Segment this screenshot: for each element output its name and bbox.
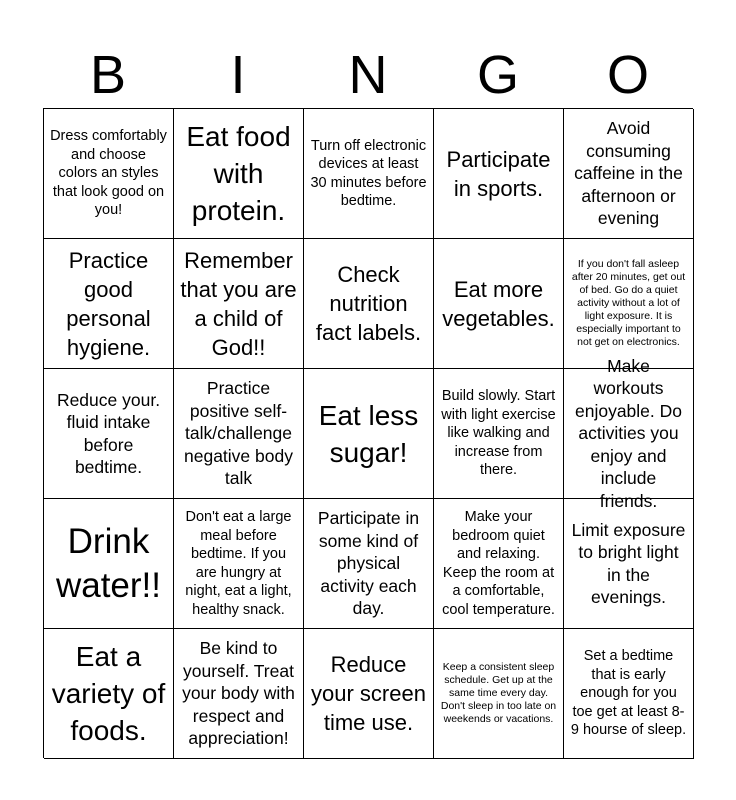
cell-text: Make your bedroom quiet and relaxing. Keep the room at a comfortable, cool temperature.	[442, 509, 555, 618]
bingo-cell[interactable]	[434, 369, 564, 499]
cell-text: Drink water!!	[55, 521, 162, 605]
bingo-cell[interactable]	[174, 109, 304, 239]
bingo-cell[interactable]	[564, 109, 694, 239]
cell-text: Reduce your. fluid intake before bedtime.	[56, 389, 161, 477]
bingo-cell[interactable]	[434, 239, 564, 369]
bingo-cell[interactable]	[564, 499, 694, 629]
bingo-cell[interactable]	[44, 499, 174, 629]
bingo-cell[interactable]	[174, 629, 304, 759]
cell-text: Avoid consuming caffeine in the afternoon or evening	[574, 118, 683, 229]
cell-text: Eat a variety of foods.	[51, 641, 166, 746]
header-letter-g: G	[476, 45, 519, 105]
bingo-cell[interactable]	[434, 629, 564, 759]
cell-text: Turn off electronic devices at least 30 minutes before bedtime.	[310, 137, 427, 209]
cell-text: Eat less sugar!	[318, 399, 419, 468]
bingo-cell[interactable]	[174, 499, 304, 629]
header-letter-n: N	[348, 45, 388, 105]
bingo-cell[interactable]	[304, 239, 434, 369]
cell-text: Keep a consistent sleep schedule. Get up at the same time every day. Don't sleep in too late on weekends or vacations.	[440, 661, 557, 725]
cell-text: Reduce your screen time use.	[311, 652, 426, 735]
cell-text: Don't eat a large meal before bedtime. If you are hungry at night, eat a light, healthy snack.	[185, 509, 292, 618]
bingo-cell[interactable]	[174, 239, 304, 369]
bingo-cell[interactable]	[174, 369, 304, 499]
cell-text: Remember that you are a child of God!!	[180, 247, 297, 360]
bingo-cell[interactable]	[304, 369, 434, 499]
cell-text: Be kind to yourself. Treat your body with respect and appreciation!	[182, 638, 295, 749]
cell-text: If you don't fall asleep after 20 minutes, get out of bed. Go do a quiet activity without a lot of light exposure. It is especially important to not get on electronics.	[571, 258, 686, 348]
header-letter-o: O	[606, 45, 649, 105]
bingo-header	[43, 42, 693, 108]
bingo-cell[interactable]	[564, 355, 694, 511]
bingo-cell[interactable]	[304, 109, 434, 239]
cell-text: Build slowly. Start with light exercise like walking and increase from there.	[441, 388, 556, 479]
bingo-cell[interactable]	[564, 239, 694, 369]
bingo-cell[interactable]	[44, 239, 174, 369]
cell-text: Participate in sports.	[446, 146, 551, 201]
cell-text: Make workouts enjoyable. Do activities you enjoy and include friends.	[574, 355, 683, 511]
bingo-cell[interactable]	[44, 629, 174, 759]
bingo-cell[interactable]	[304, 629, 434, 759]
cell-text: Set a bedtime that is early enough for you toe get at least 8-9 hourse of sleep.	[570, 648, 687, 739]
bingo-grid	[43, 108, 693, 758]
bingo-cell[interactable]	[44, 109, 174, 239]
header-letter-b: B	[89, 45, 127, 105]
cell-text: Limit exposure to bright light in the evenings.	[571, 519, 686, 607]
bingo-cell[interactable]	[434, 109, 564, 239]
cell-text: Practice positive self-talk/challenge negative body talk	[184, 378, 293, 489]
cell-text: Participate in some kind of physical activity each day.	[317, 508, 420, 619]
bingo-cell[interactable]	[434, 499, 564, 629]
cell-text: Eat food with protein.	[186, 121, 291, 226]
bingo-cell[interactable]	[44, 369, 174, 499]
header-letter-i: I	[230, 45, 246, 105]
bingo-cell[interactable]	[564, 629, 694, 759]
cell-text: Eat more vegetables.	[442, 276, 555, 331]
cell-text: Dress comfortably and choose colors an styles that look good on you!	[50, 128, 167, 219]
bingo-cell[interactable]	[304, 499, 434, 629]
cell-text: Check nutrition fact labels.	[315, 262, 422, 345]
cell-text: Practice good personal hygiene.	[66, 247, 151, 360]
